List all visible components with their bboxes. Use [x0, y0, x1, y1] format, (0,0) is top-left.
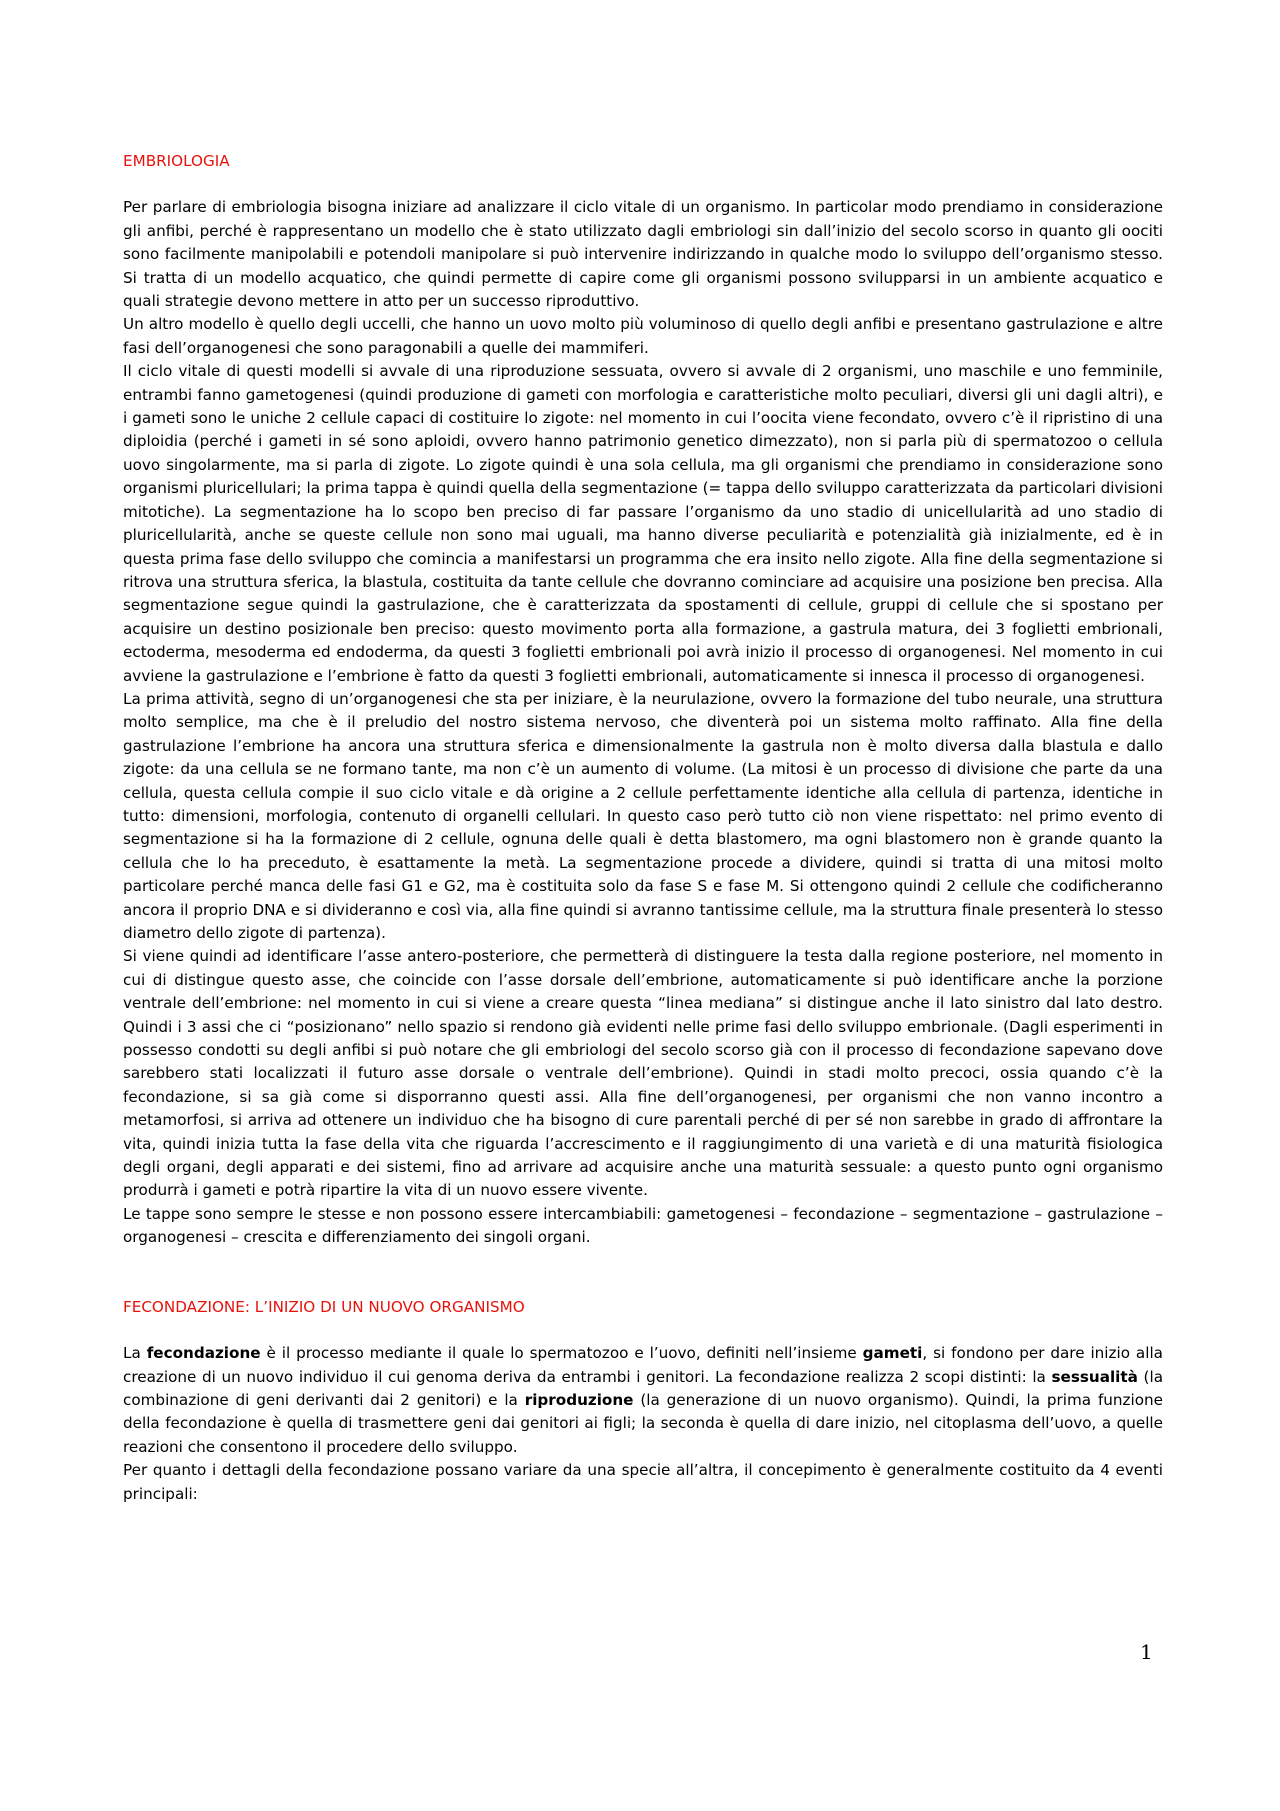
- section-title-fecondazione: FECONDAZIONE: L’INIZIO DI UN NUOVO ORGANISMO: [123, 1297, 525, 1316]
- paragraph: Si viene quindi ad identificare l’asse antero-posteriore, che permetterà di distinguere la testa dalla regione posteriore, nel momento in cui di distingue questo asse, che coincide con l’asse dorsale dell’embrione, automaticamente si può identificare anche la porzione ventrale dell’embrione: nel momento in cui si viene a creare questa “linea mediana” si distingue anche il lato sinistro dal lato destro. Quindi i 3 assi che ci “posizionano” nello spazio si rendono già evidenti nelle prime fasi dello sviluppo embrionale. (Dagli esperimenti in possesso condotti su degli anfibi si può notare che gli embriologi del secolo scorso già con il processo di fecondazione sapevano dove sarebbero stati localizzati il futuro asse dorsale o ventrale dell’embrione). Quindi in stadi molto precoci, ossia quando c’è la fecondazione, si sa già come si disporranno questi assi. Alla fine dell’organogenesi, per organismi che non vanno incontro a metamorfosi, si arriva ad ottenere un individuo che ha bisogno di cure parentali perché di per sé non sarebbe in grado di affrontare la vita, quindi inizia tutta la fase della vita che riguarda l’accrescimento e il raggiungimento di una varietà e di una maturità fisiologica degli organi, degli apparati e dei sistemi, fino ad arrivare ad acquisire anche una maturità sessuale: a questo punto ogni organismo produrrà i gameti e potrà ripartire la vita di un nuovo essere vivente.: [123, 947, 1163, 1200]
- section-title-embriologia: EMBRIOLOGIA: [123, 152, 230, 170]
- paragraph: Le tappe sono sempre le stesse e non possono essere intercambiabili: gametogenesi – fecondazione – segmentazione – gastrulazione – organogenesi – crescita e differenziamento dei singoli organi.: [123, 1204, 1163, 1247]
- bold-term-fecondazione: fecondazione: [146, 1344, 261, 1363]
- text-run: (la combinazione di geni derivanti dai 2 genitori) e la: [123, 1367, 1163, 1409]
- text-run: (la generazione di un nuovo organismo). Quindi, la prima funzione della fecondazione è quella di trasmettere geni dai genitori ai figli; la seconda è quella di dare inizio, nel citoplasma dell’uovo, a quelle reazioni che consentono il procedere dello sviluppo.: [123, 1390, 1163, 1456]
- page-number: 1: [1140, 1640, 1153, 1664]
- paragraph: Per quanto i dettagli della fecondazione possano variare da una specie all’altra, il concepimento è generalmente costituito da 4 eventi principali:: [123, 1461, 1163, 1503]
- paragraph-fecondazione: [123, 1342, 1163, 1459]
- paragraph: Il ciclo vitale di questi modelli si avvale di una riproduzione sessuata, ovvero si avvale di 2 organismi, uno maschile e uno femminile, entrambi fanno gametogenesi (quindi produzione di gameti con morfologia e caratteristiche molto peculiari, diversi gli uni dagli altri), e i gameti sono le uniche 2 cellule capaci di costituire lo zigote: nel momento in cui l’oocita viene fecondato, ovvero c’è il ripristino di una diploidia (perché i gameti in sé sono aploidi, ovvero hanno patrimonio genetico dimezzato), non si parla più di spermatozoo o cellula uovo singolarmente, ma si parla di zigote. Lo zigote quindi è una sola cellula, ma gli organismi che prendiamo in considerazione sono organismi pluricellulari; la prima tappa è quindi quella della segmentazione (= tappa dello sviluppo caratterizzata da particolari divisioni mitotiche). La segmentazione ha lo scopo ben preciso di far passare l’organismo da uno stadio di unicellularità ad uno stadio di pluricellularità, anche se queste cellule non sono mai uguali, ma hanno diverse peculiarità e potenzialità già inizialmente, ed è in questa prima fase dello sviluppo che comincia a manifestarsi un programma che era insito nello zigote. Alla fine della segmentazione si ritrova una struttura sferica, la blastula, costituita da tante cellule che dovranno cominciare ad acquisire una posizione ben precisa. Alla segmentazione segue quindi la gastrulazione, che è caratterizzata da spostamenti di cellule, gruppi di cellule che si spostano per acquisire un destino posizionale ben preciso: questo movimento porta alla formazione, a gastrula matura, dei 3 foglietti embrionali, ectoderma, mesoderma ed endoderma, da questi 3 foglietti embrionali poi avrà inizio il processo di organogenesi. Nel momento in cui avviene la gastrulazione e l’embrione è fatto da questi 3 foglietti embrionali, automaticamente si innesca il processo di organogenesi.: [123, 362, 1163, 685]
- text-run: è il processo mediante il quale lo spermatozoo e l’uovo, definiti nell’insieme: [260, 1344, 863, 1363]
- document-page: [123, 150, 1163, 1506]
- bold-term-sessualita: sessualità: [1051, 1367, 1138, 1386]
- text-run: , si fondono per dare inizio alla creazione di un nuovo individuo il cui genoma deriva da entrambi i genitori. La fecondazione realizza 2 scopi distinti: la: [123, 1344, 1163, 1386]
- paragraph: La prima attività, segno di un’organogenesi che sta per iniziare, è la neurulazione, ovvero la formazione del tubo neurale, una struttura molto semplice, ma che è il preludio del nostro sistema nervoso, che diventerà poi un sistema molto raffinato. Alla fine della gastrulazione l’embrione ha ancora una struttura sferica e dimensionalmente la gastrula non è molto diversa dalla blastula e dallo zigote: da una cellula se ne formano tante, ma non c’è un aumento di volume. (La mitosi è un processo di divisione che parte da una cellula, questa cellula compie il suo ciclo vitale e dà origine a 2 cellule perfettamente identiche alla cellula di partenza, identiche in tutto: dimensioni, morfologia, contenuto di organelli cellulari. In questo caso però tutto ciò non viene rispettato: nel primo evento di segmentazione si ha la formazione di 2 cellule, ognuna delle quali è detta blastomero, ma ogni blastomero non è grande quanto la cellula che lo ha preceduto, è esattamente la metà. La segmentazione procede a dividere, quindi si tratta di una mitosi molto particolare perché manca delle fasi G1 e G2, ma è costituita solo da fase S e fase M. Si ottengono quindi 2 cellule che codificheranno ancora il proprio DNA e si divideranno e così via, alla fine quindi si avranno tantissime cellule, ma la struttura finale presenterà lo stesso diametro dello zigote di partenza).: [123, 689, 1163, 942]
- text-run: La: [123, 1344, 147, 1363]
- paragraph: Per parlare di embriologia bisogna iniziare ad analizzare il ciclo vitale di un organismo. In particolar modo prendiamo in considerazione gli anfibi, perché è rappresentano un modello che è stato utilizzato dagli embriologi sin dall’inizio del secolo scorso in quanto gli oociti sono facilmente manipolabili e potendoli manipolare si può intervenire indirizzando in qualche modo lo sviluppo dell’organismo stesso. Si tratta di un modello acquatico, che quindi permette di capire come gli organismi possono svilupparsi in un ambiente acquatico e quali strategie devono mettere in atto per un successo riproduttivo.: [123, 198, 1163, 311]
- bold-term-gameti: gameti: [862, 1344, 923, 1363]
- bold-term-riproduzione: riproduzione: [524, 1390, 634, 1409]
- paragraph: Un altro modello è quello degli uccelli, che hanno un uovo molto più voluminoso di quello degli anfibi e presentano gastrulazione e altre fasi dell’organogenesi che sono paragonabili a quelle dei mammiferi.: [123, 315, 1163, 357]
